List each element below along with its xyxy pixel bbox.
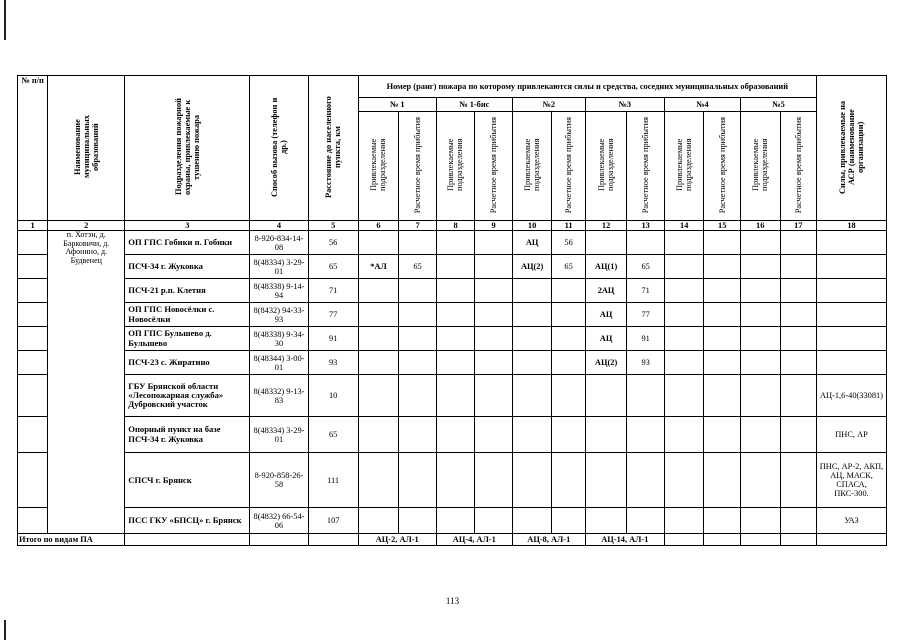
rank-cell bbox=[552, 303, 585, 327]
rank-cell bbox=[704, 375, 740, 417]
header-distance: Расстояние до населенного пункта, км bbox=[308, 76, 358, 221]
header-unit: Подразделения пожарной охраны, привлекаемые к тушению пожара bbox=[125, 76, 250, 221]
cell-num bbox=[18, 303, 48, 327]
rank-cell: 71 bbox=[627, 279, 665, 303]
rank-cell bbox=[436, 279, 475, 303]
call-method: 8(48334) 3-29-01 bbox=[250, 255, 308, 279]
call-method: 8(8432) 94-33-93 bbox=[250, 303, 308, 327]
asr-forces: ПНС, АР bbox=[817, 417, 887, 453]
header-rank-2: №2 bbox=[512, 98, 585, 112]
distance: 77 bbox=[308, 303, 358, 327]
rank-cell bbox=[512, 453, 552, 508]
rank-cell bbox=[780, 508, 817, 534]
header-rank-5: №5 bbox=[740, 98, 816, 112]
rank-cell bbox=[436, 351, 475, 375]
rank-cell: АЦ bbox=[512, 231, 552, 255]
column-number: 1 bbox=[18, 221, 48, 231]
header-rank-1: № 1 bbox=[358, 98, 436, 112]
unit-name: ПСС ГКУ «БПСЦ» г. Брянск bbox=[125, 508, 250, 534]
rank-cell bbox=[436, 508, 475, 534]
totals-rank-2: АЦ-8, АЛ-1 bbox=[512, 534, 585, 546]
cell-num bbox=[18, 375, 48, 417]
unit-name: ГБУ Брянской области «Лесопожарная служба» Дубровский участок bbox=[125, 375, 250, 417]
distance: 65 bbox=[308, 417, 358, 453]
table-row bbox=[18, 303, 887, 327]
rank-cell bbox=[552, 375, 585, 417]
rank-cell bbox=[740, 327, 780, 351]
rank-cell bbox=[399, 327, 437, 351]
asr-forces: ПНС, АР-2, АКП, АЦ, МАСК, СПАСА, ПКС-300. bbox=[817, 453, 887, 508]
rank-cell: 56 bbox=[552, 231, 585, 255]
call-method: 8(48338) 9-34-30 bbox=[250, 327, 308, 351]
rank-cell bbox=[664, 327, 704, 351]
asr-forces bbox=[817, 255, 887, 279]
unit-name: ПСЧ-21 р.п. Клетня bbox=[125, 279, 250, 303]
rank-cell: 65 bbox=[627, 255, 665, 279]
unit-name: Опорный пункт на базе ПСЧ-34 г. Жуковка bbox=[125, 417, 250, 453]
header-attached-units: Привлекаемые подразделения bbox=[585, 112, 627, 221]
rank-cell bbox=[627, 417, 665, 453]
header-asr: Силы, привлекаемые на АСР (наименование организации) bbox=[817, 76, 887, 221]
unit-name: ОП ГПС Новосёлки с. Новосёлки bbox=[125, 303, 250, 327]
column-number: 13 bbox=[627, 221, 665, 231]
rank-cell bbox=[627, 508, 665, 534]
rank-cell bbox=[627, 453, 665, 508]
rank-cell: 2АЦ bbox=[585, 279, 627, 303]
rank-cell bbox=[664, 255, 704, 279]
rank-cell bbox=[475, 417, 513, 453]
rank-cell bbox=[704, 453, 740, 508]
rank-cell bbox=[627, 231, 665, 255]
rank-cell bbox=[399, 279, 437, 303]
header-call: Способ вызова (телефон и др.) bbox=[250, 76, 308, 221]
rank-cell: *АЛ bbox=[358, 255, 399, 279]
rank-cell bbox=[664, 417, 704, 453]
rank-cell bbox=[358, 351, 399, 375]
call-method: 8-920-834-14-08 bbox=[250, 231, 308, 255]
call-method: 8(48344) 3-00-01 bbox=[250, 351, 308, 375]
rank-cell bbox=[664, 279, 704, 303]
rank-cell bbox=[358, 417, 399, 453]
rank-cell bbox=[358, 231, 399, 255]
rank-cell bbox=[627, 375, 665, 417]
rank-cell bbox=[704, 255, 740, 279]
distance: 56 bbox=[308, 231, 358, 255]
rank-cell bbox=[399, 453, 437, 508]
rank-cell bbox=[552, 327, 585, 351]
distance: 71 bbox=[308, 279, 358, 303]
unit-name: ОП ГПС Бульшево д. Бульшево bbox=[125, 327, 250, 351]
asr-forces bbox=[817, 279, 887, 303]
rank-cell bbox=[780, 351, 817, 375]
rank-cell bbox=[512, 279, 552, 303]
column-number: 5 bbox=[308, 221, 358, 231]
rank-cell bbox=[664, 508, 704, 534]
rank-cell bbox=[512, 303, 552, 327]
rank-cell bbox=[780, 327, 817, 351]
rank-cell bbox=[780, 255, 817, 279]
header-arrival-time: Расчетное время прибытия bbox=[552, 112, 585, 221]
column-number: 7 bbox=[399, 221, 437, 231]
rank-cell bbox=[358, 453, 399, 508]
totals-label: Итого по видам ПА bbox=[18, 534, 125, 546]
cell-num bbox=[18, 279, 48, 303]
rank-cell bbox=[475, 508, 513, 534]
rank-cell bbox=[475, 303, 513, 327]
column-number: 4 bbox=[250, 221, 308, 231]
rank-cell bbox=[552, 351, 585, 375]
rank-cell bbox=[358, 508, 399, 534]
asr-forces bbox=[817, 327, 887, 351]
header-arrival-time: Расчетное время прибытия bbox=[780, 112, 817, 221]
header-rank-group: Номер (ранг) пожара по которому привлекаются силы и средства, соседних муниципальных образований bbox=[358, 76, 816, 98]
rank-cell bbox=[358, 375, 399, 417]
rank-cell: 65 bbox=[399, 255, 437, 279]
distance: 111 bbox=[308, 453, 358, 508]
rank-cell bbox=[399, 508, 437, 534]
rank-cell bbox=[475, 327, 513, 351]
call-method: 8(48334) 3-29-01 bbox=[250, 417, 308, 453]
unit-name: ПСЧ-34 г. Жуковка bbox=[125, 255, 250, 279]
rank-cell: АЦ bbox=[585, 303, 627, 327]
totals-rank-1bis: АЦ-4, АЛ-1 bbox=[436, 534, 512, 546]
distance: 10 bbox=[308, 375, 358, 417]
rank-cell bbox=[740, 279, 780, 303]
rank-cell bbox=[399, 303, 437, 327]
header-rank-3: №3 bbox=[585, 98, 664, 112]
rank-cell bbox=[512, 375, 552, 417]
rank-cell bbox=[585, 417, 627, 453]
column-number: 14 bbox=[664, 221, 704, 231]
column-number: 6 bbox=[358, 221, 399, 231]
unit-name: ПСЧ-23 с. Жиратино bbox=[125, 351, 250, 375]
rank-cell bbox=[358, 303, 399, 327]
table-row bbox=[18, 255, 887, 279]
rank-cell bbox=[780, 303, 817, 327]
table-row bbox=[18, 508, 887, 534]
header-rank-1bis: № 1-бис bbox=[436, 98, 512, 112]
cell-num bbox=[18, 255, 48, 279]
rank-cell bbox=[436, 303, 475, 327]
column-number: 10 bbox=[512, 221, 552, 231]
rank-cell bbox=[436, 231, 475, 255]
rank-cell bbox=[436, 417, 475, 453]
header-arrival-time: Расчетное время прибытия bbox=[399, 112, 437, 221]
rank-cell bbox=[780, 375, 817, 417]
rank-cell: АЦ bbox=[585, 327, 627, 351]
rank-cell bbox=[585, 508, 627, 534]
column-number: 16 bbox=[740, 221, 780, 231]
header-attached-units: Привлекаемые подразделения bbox=[512, 112, 552, 221]
table-row bbox=[18, 231, 887, 255]
header-arrival-time: Расчетное время прибытия bbox=[704, 112, 740, 221]
column-number: 3 bbox=[125, 221, 250, 231]
rank-cell bbox=[475, 453, 513, 508]
rank-cell bbox=[399, 375, 437, 417]
header-num: № п/п bbox=[18, 76, 48, 221]
rank-cell bbox=[475, 351, 513, 375]
rank-cell bbox=[740, 375, 780, 417]
rank-cell bbox=[704, 303, 740, 327]
rank-cell bbox=[475, 375, 513, 417]
rank-cell bbox=[399, 417, 437, 453]
column-number: 9 bbox=[475, 221, 513, 231]
column-number: 11 bbox=[552, 221, 585, 231]
header-arrival-time: Расчетное время прибытия bbox=[627, 112, 665, 221]
distance: 91 bbox=[308, 327, 358, 351]
rank-cell bbox=[399, 351, 437, 375]
rank-cell bbox=[740, 351, 780, 375]
cell-num bbox=[18, 327, 48, 351]
settlements-cell: п. Хотэн, д. Барковичи, д. Афонино, д. Будвенец bbox=[48, 231, 125, 534]
table-row bbox=[18, 327, 887, 351]
rank-cell bbox=[704, 508, 740, 534]
rank-cell bbox=[740, 255, 780, 279]
call-method: 8(48332) 9-13-83 bbox=[250, 375, 308, 417]
rank-cell bbox=[552, 417, 585, 453]
cell-num bbox=[18, 417, 48, 453]
page-edge-line bbox=[4, 620, 6, 640]
distance: 65 bbox=[308, 255, 358, 279]
rank-cell bbox=[585, 231, 627, 255]
header-attached-units: Привлекаемые подразделения bbox=[358, 112, 399, 221]
rank-cell bbox=[740, 417, 780, 453]
rank-cell bbox=[780, 417, 817, 453]
rank-cell bbox=[704, 351, 740, 375]
rank-cell: 77 bbox=[627, 303, 665, 327]
rank-cell bbox=[512, 508, 552, 534]
asr-forces bbox=[817, 351, 887, 375]
rank-cell bbox=[664, 375, 704, 417]
rank-cell bbox=[585, 453, 627, 508]
rank-cell bbox=[740, 231, 780, 255]
rank-cell bbox=[740, 303, 780, 327]
rank-cell bbox=[552, 279, 585, 303]
asr-forces bbox=[817, 303, 887, 327]
rank-cell bbox=[780, 231, 817, 255]
rank-cell bbox=[704, 279, 740, 303]
column-number: 8 bbox=[436, 221, 475, 231]
table-row bbox=[18, 375, 887, 417]
rank-cell bbox=[436, 255, 475, 279]
cell-num bbox=[18, 351, 48, 375]
rank-cell bbox=[512, 351, 552, 375]
rank-cell bbox=[664, 453, 704, 508]
forces-table bbox=[17, 75, 887, 546]
rank-cell bbox=[704, 231, 740, 255]
rank-cell bbox=[475, 255, 513, 279]
rank-cell bbox=[664, 303, 704, 327]
cell-num bbox=[18, 453, 48, 508]
rank-cell bbox=[512, 327, 552, 351]
rank-cell: АЦ(2) bbox=[585, 351, 627, 375]
column-number: 17 bbox=[780, 221, 817, 231]
rank-cell bbox=[436, 375, 475, 417]
table-row bbox=[18, 351, 887, 375]
column-number: 2 bbox=[48, 221, 125, 231]
header-rank-4: №4 bbox=[664, 98, 740, 112]
rank-cell: 91 bbox=[627, 327, 665, 351]
asr-forces: АЦ-1,6-40(33081) bbox=[817, 375, 887, 417]
column-number: 18 bbox=[817, 221, 887, 231]
rank-cell bbox=[664, 231, 704, 255]
rank-cell bbox=[358, 327, 399, 351]
totals-rank-3: АЦ-14, АЛ-1 bbox=[585, 534, 664, 546]
distance: 93 bbox=[308, 351, 358, 375]
call-method: 8(48338) 9-14-94 bbox=[250, 279, 308, 303]
header-municipality: Наименование муниципальных образований bbox=[48, 76, 125, 221]
column-number: 12 bbox=[585, 221, 627, 231]
unit-name: ОП ГПС Гобики п. Гобики bbox=[125, 231, 250, 255]
rank-cell bbox=[399, 231, 437, 255]
rank-cell: 93 bbox=[627, 351, 665, 375]
rank-cell bbox=[704, 417, 740, 453]
rank-cell bbox=[740, 508, 780, 534]
asr-forces: УАЗ bbox=[817, 508, 887, 534]
rank-cell bbox=[475, 231, 513, 255]
table-row bbox=[18, 453, 887, 508]
cell-num bbox=[18, 231, 48, 255]
rank-cell bbox=[585, 375, 627, 417]
table-row bbox=[18, 417, 887, 453]
call-method: 8(4832) 66-54-06 bbox=[250, 508, 308, 534]
rank-cell: АЦ(1) bbox=[585, 255, 627, 279]
rank-cell bbox=[552, 453, 585, 508]
call-method: 8-920-858-26-58 bbox=[250, 453, 308, 508]
rank-cell bbox=[512, 417, 552, 453]
rank-cell bbox=[552, 508, 585, 534]
rank-cell bbox=[475, 279, 513, 303]
rank-cell bbox=[704, 327, 740, 351]
totals-rank-1: АЦ-2, АЛ-1 bbox=[358, 534, 436, 546]
rank-cell bbox=[740, 453, 780, 508]
rank-cell: АЦ(2) bbox=[512, 255, 552, 279]
unit-name: СПСЧ г. Брянск bbox=[125, 453, 250, 508]
page-edge-line bbox=[4, 0, 6, 40]
header-attached-units: Привлекаемые подразделения bbox=[664, 112, 704, 221]
asr-forces bbox=[817, 231, 887, 255]
cell-num bbox=[18, 508, 48, 534]
table-row bbox=[18, 279, 887, 303]
rank-cell: 65 bbox=[552, 255, 585, 279]
rank-cell bbox=[436, 327, 475, 351]
distance: 107 bbox=[308, 508, 358, 534]
column-number: 15 bbox=[704, 221, 740, 231]
rank-cell bbox=[664, 351, 704, 375]
rank-cell bbox=[780, 279, 817, 303]
header-attached-units: Привлекаемые подразделения bbox=[436, 112, 475, 221]
page-number: 113 bbox=[445, 596, 460, 606]
rank-cell bbox=[780, 453, 817, 508]
header-attached-units: Привлекаемые подразделения bbox=[740, 112, 780, 221]
rank-cell bbox=[436, 453, 475, 508]
rank-cell bbox=[358, 279, 399, 303]
header-arrival-time: Расчетное время прибытия bbox=[475, 112, 513, 221]
